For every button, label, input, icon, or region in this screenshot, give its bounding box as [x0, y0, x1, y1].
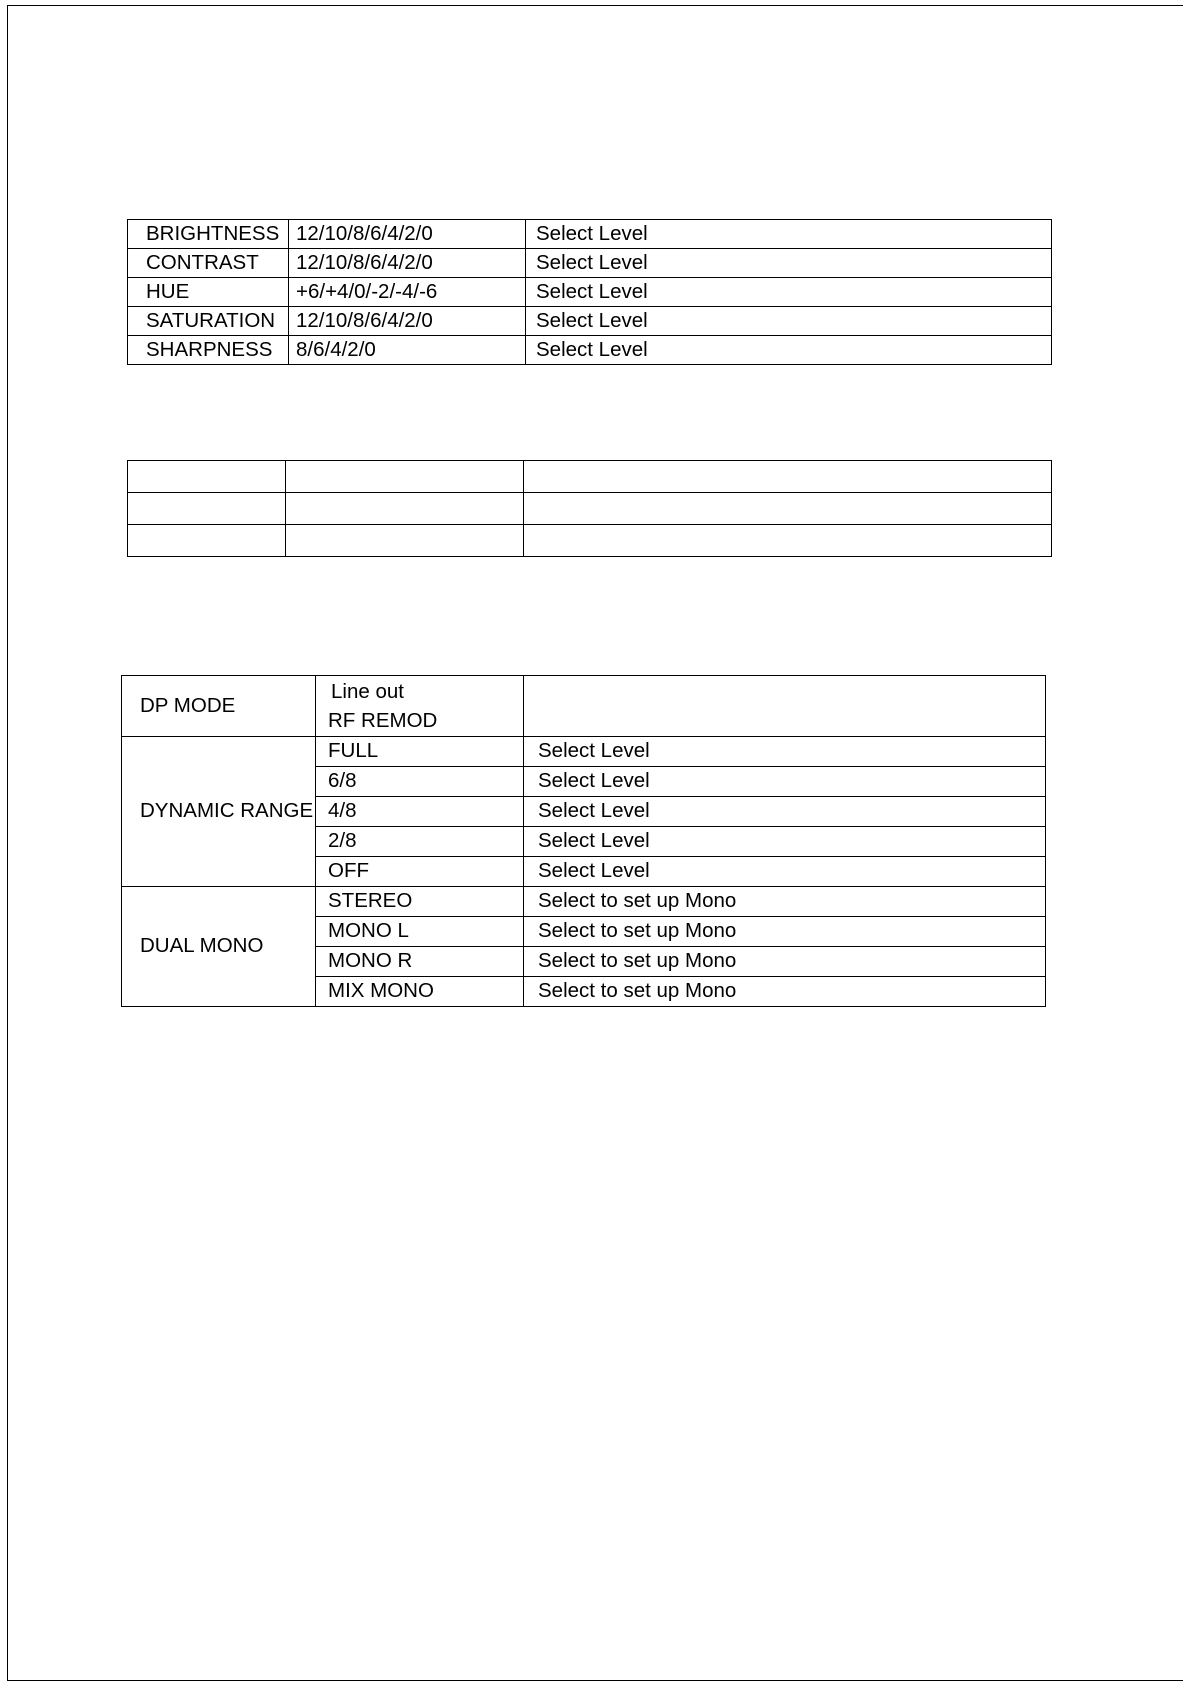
setting-action: Select Level	[526, 220, 1052, 249]
dynamic-range-action: Select Level	[524, 797, 1046, 827]
empty-cell	[128, 493, 286, 525]
empty-cell	[286, 493, 524, 525]
table-row	[128, 307, 1052, 336]
setting-name: CONTRAST	[128, 249, 289, 278]
table-row	[128, 278, 1052, 307]
dual-mono-action: Select to set up Mono	[524, 917, 1046, 947]
table-row	[128, 461, 1052, 493]
table-row	[128, 336, 1052, 365]
dp-mode-option: RF REMOD	[328, 709, 438, 732]
dual-mono-action: Select to set up Mono	[524, 887, 1046, 917]
setting-name: SHARPNESS	[128, 336, 289, 365]
setting-action: Select Level	[526, 307, 1052, 336]
dual-mono-action: Select to set up Mono	[524, 977, 1046, 1007]
dual-mono-label: DUAL MONO	[122, 887, 316, 1007]
empty-cell	[128, 525, 286, 557]
dual-mono-option: MIX MONO	[316, 977, 524, 1007]
dynamic-range-action: Select Level	[524, 767, 1046, 797]
table-row	[128, 493, 1052, 525]
dp-mode-option: Line out	[331, 680, 404, 703]
setting-values: +6/+4/0/-2/-4/-6	[289, 278, 526, 307]
setting-values: 12/10/8/6/4/2/0	[289, 307, 526, 336]
empty-cell	[128, 461, 286, 493]
dynamic-range-option: FULL	[316, 737, 524, 767]
setting-name: HUE	[128, 278, 289, 307]
dual-mono-option: MONO R	[316, 947, 524, 977]
table-row	[128, 249, 1052, 278]
dynamic-range-option: OFF	[316, 857, 524, 887]
empty-cell	[524, 525, 1052, 557]
table-row	[122, 737, 1046, 767]
dual-mono-action: Select to set up Mono	[524, 947, 1046, 977]
table-row	[122, 676, 1046, 737]
setting-values: 12/10/8/6/4/2/0	[289, 220, 526, 249]
dp-mode-options	[316, 676, 524, 737]
setting-values: 12/10/8/6/4/2/0	[289, 249, 526, 278]
dynamic-range-action: Select Level	[524, 737, 1046, 767]
dynamic-range-action: Select Level	[524, 827, 1046, 857]
dual-mono-option: MONO L	[316, 917, 524, 947]
setting-action: Select Level	[526, 278, 1052, 307]
dp-mode-action	[524, 676, 1046, 737]
setting-action: Select Level	[526, 249, 1052, 278]
picture-settings-table	[127, 219, 1052, 365]
dual-mono-option: STEREO	[316, 887, 524, 917]
dynamic-range-option: 6/8	[316, 767, 524, 797]
table-row	[128, 220, 1052, 249]
empty-cell	[524, 461, 1052, 493]
dynamic-range-option: 4/8	[316, 797, 524, 827]
dynamic-range-label: DYNAMIC RANGE	[122, 737, 316, 887]
empty-cell	[286, 525, 524, 557]
setting-name: SATURATION	[128, 307, 289, 336]
dynamic-range-option: 2/8	[316, 827, 524, 857]
empty-cell	[524, 493, 1052, 525]
empty-table	[127, 460, 1052, 557]
table-row	[128, 525, 1052, 557]
setting-name: BRIGHTNESS	[128, 220, 289, 249]
audio-settings-table	[121, 675, 1046, 1007]
setting-values: 8/6/4/2/0	[289, 336, 526, 365]
dynamic-range-action: Select Level	[524, 857, 1046, 887]
dp-mode-label: DP MODE	[122, 676, 316, 737]
table-row	[122, 887, 1046, 917]
setting-action: Select Level	[526, 336, 1052, 365]
empty-cell	[286, 461, 524, 493]
